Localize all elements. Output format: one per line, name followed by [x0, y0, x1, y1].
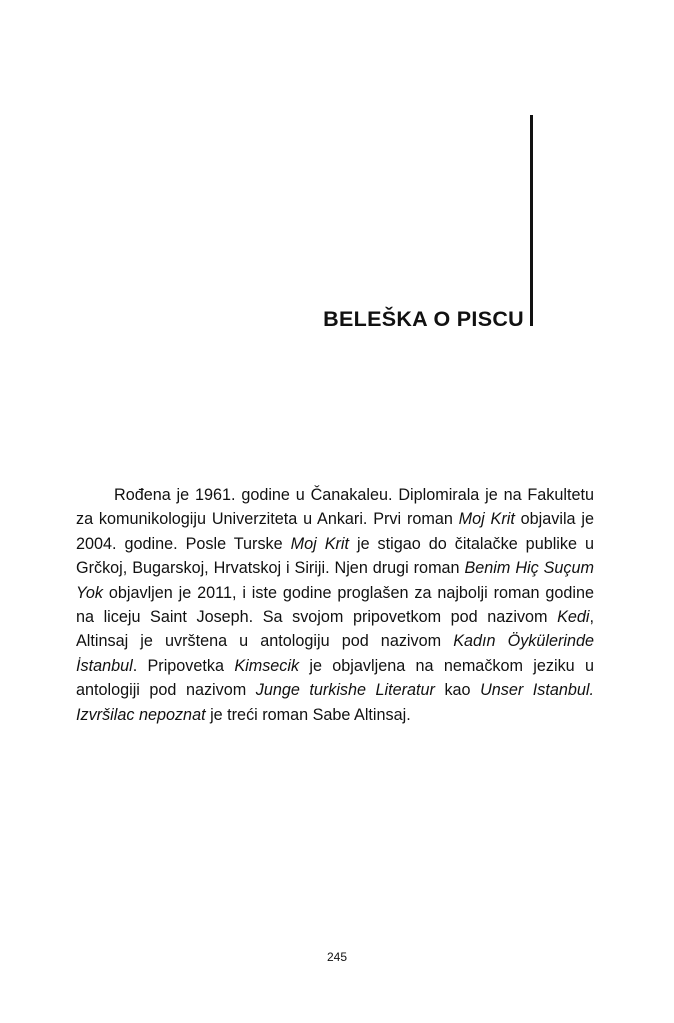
biography-paragraph — [76, 483, 594, 727]
text-run: objavila je 2004. godine. Posle Turske — [76, 510, 594, 553]
page-number: 245 — [326, 950, 348, 964]
text-run: . Pripovetka — [132, 656, 235, 675]
italic-title-run: Kimsecik — [234, 656, 300, 675]
text-run: objavljen je 2011, i iste godine proglašen za najbolji roman godine na liceju Saint Joseph. Sa svojom pripovetkom pod nazivom — [76, 583, 594, 627]
text-run: je stigao do čitalačke publike u Grčkoj, Bugarskoj, Hrvatskoj i Siriji. Njen drugi roman — [76, 534, 594, 578]
text-run: je treći roman Sabe Altinsaj. — [205, 705, 411, 724]
italic-title-run: Junge turkishe Literatur — [255, 681, 435, 700]
chapter-heading: BELEŠKA O PISCU — [323, 307, 524, 331]
italic-title-run: Kadın Öykülerinde İstanbul — [76, 632, 594, 675]
italic-title-run: Benim Hiç Suçum Yok — [76, 559, 595, 602]
italic-title-run: Kedi — [557, 608, 590, 627]
text-run: je objavljena na nemačkom jeziku u antologiji pod nazivom — [76, 656, 594, 700]
vertical-rule — [530, 115, 533, 326]
italic-title-run: Moj Krit — [458, 510, 515, 529]
italic-title-run: Moj Krit — [290, 534, 349, 553]
text-run: Rođena je 1961. godine u Čanakaleu. Diplomirala je na Fakultetu za komunikologiju Univerziteta u Ankari. Prvi roman — [76, 486, 594, 529]
text-run: kao — [434, 681, 481, 700]
text-run: , Altinsaj je uvrštena u antologiju pod nazivom — [76, 608, 594, 651]
italic-title-run: Unser Istanbul. Izvršilac nepoznat — [76, 681, 594, 724]
